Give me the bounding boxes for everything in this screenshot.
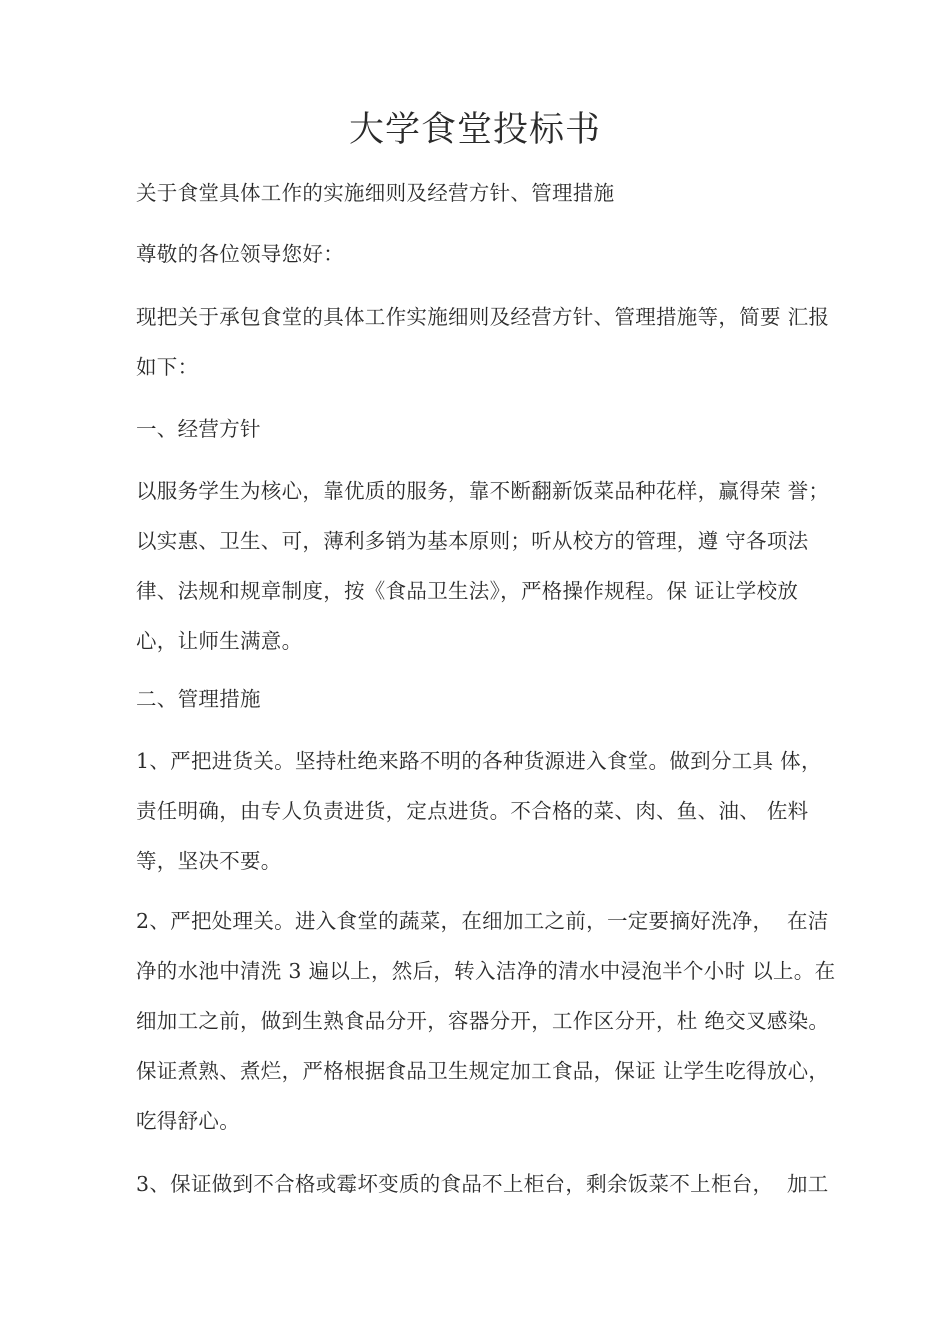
measure-item-3 (136, 1159, 829, 1209)
paragraph-line: 律、法规和规章制度，按《食品卫生法》，严格操作规程。保 证让学校放 (136, 579, 799, 603)
paragraph-line: 保证煮熟、煮烂，严格根据食品卫生规定加工食品，保证 让学生吃得放心， (136, 1059, 830, 1083)
paragraph-line: 责任明确，由专人负责进货，定点进货。不合格的菜、肉、鱼、油、 佐料 (136, 799, 809, 823)
greeting (136, 229, 826, 279)
paragraph-line: 现把关于承包食堂的具体工作实施细则及经营方针、管理措施等，简要 汇报 (136, 305, 830, 329)
greeting-line: 尊敬的各位领导您好： (136, 242, 344, 266)
paragraph-line: 等，坚决不要。 (136, 849, 282, 873)
paragraph-line: 吃得舒心。 (136, 1109, 240, 1133)
measure-item-2 (136, 896, 836, 1146)
document-title: 大学食堂投标书 (348, 110, 601, 150)
paragraph-line: 1、严把进货关。坚持杜绝来路不明的各种货源进入食堂。做到分工具 体， (136, 749, 822, 773)
paragraph-line: 如下： (136, 355, 199, 379)
section-heading-management-measures (136, 674, 826, 724)
document-subtitle (136, 168, 826, 218)
intro-paragraph (136, 292, 830, 392)
measure-item-1 (136, 736, 826, 886)
paragraph-line: 细加工之前，做到生熟食品分开，容器分开，工作区分开，杜 绝交叉感染。 (136, 1009, 830, 1033)
subtitle-line: 关于食堂具体工作的实施细则及经营方针、管理措施 (136, 181, 615, 205)
paragraph-line: 净的水池中清洗 3 遍以上，然后，转入洁净的清水中浸泡半个小时 以上。在 (136, 959, 836, 983)
paragraph-line: 以服务学生为核心，靠优质的服务，靠不断翻新饭菜品种花样，赢得荣 誉； (136, 479, 830, 503)
section-heading-operating-policy (136, 404, 826, 454)
operating-policy-paragraph (136, 466, 830, 666)
heading-line: 二、管理措施 (136, 687, 261, 711)
heading-line: 一、经营方针 (136, 417, 261, 441)
paragraph-line: 2、严把处理关。进入食堂的蔬菜，在细加工之前，一定要摘好洗净， 在洁 (136, 909, 829, 933)
paragraph-line: 心，让师生满意。 (136, 629, 303, 653)
paragraph-line: 3、保证做到不合格或霉坏变质的食品不上柜台，剩余饭菜不上柜台， 加工 (136, 1172, 829, 1196)
paragraph-line: 以实惠、卫生、可，薄利多销为基本原则；听从校方的管理，遵 守各项法 (136, 529, 809, 553)
